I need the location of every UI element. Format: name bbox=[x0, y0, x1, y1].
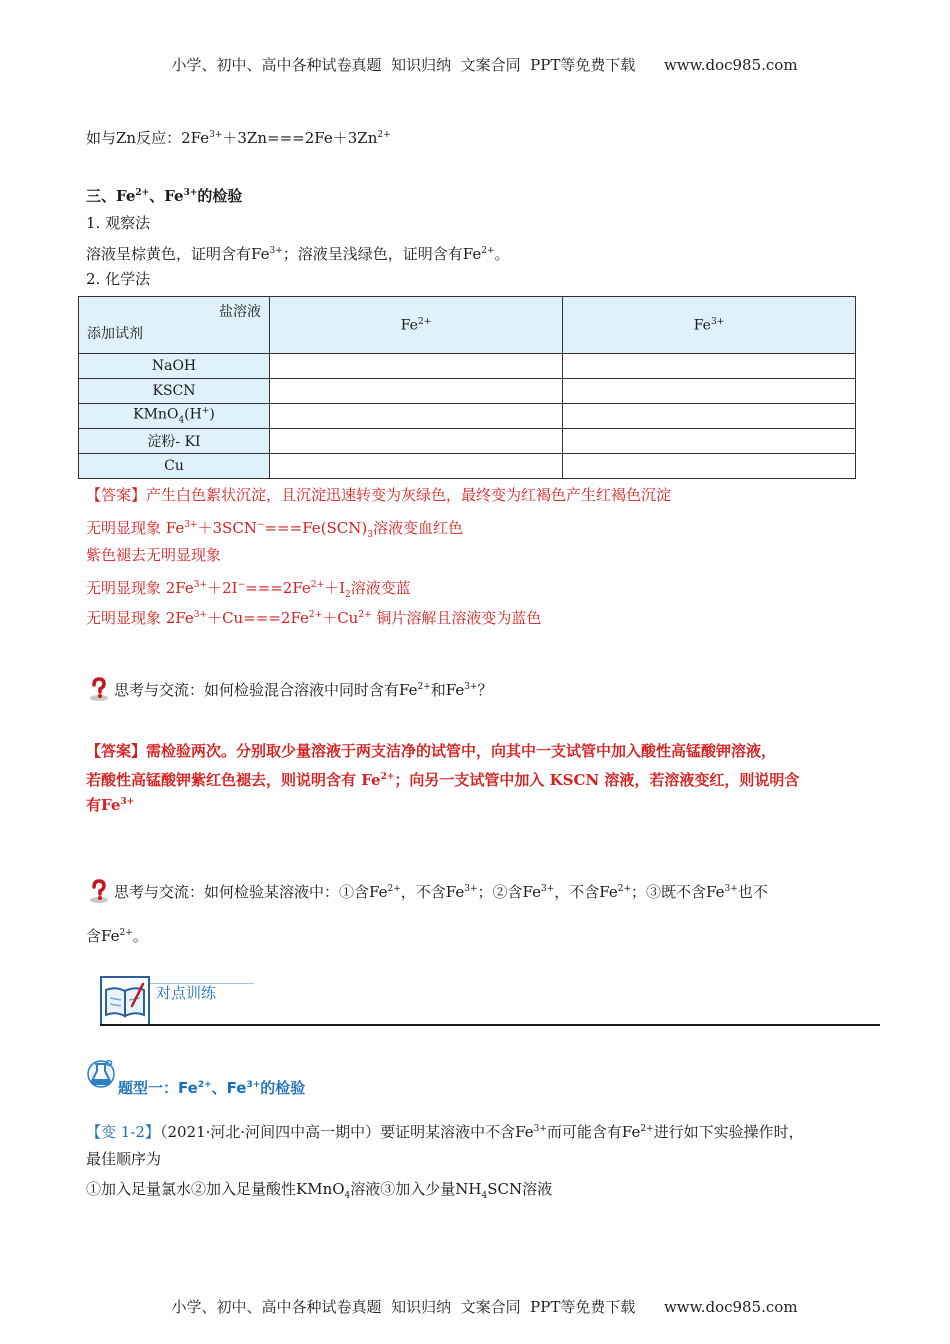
page-footer bbox=[162, 1278, 798, 1317]
charge: 3+ bbox=[464, 682, 478, 692]
zn-prefix: 如与Zn反应： bbox=[86, 129, 182, 147]
charge: 3+ bbox=[269, 246, 283, 256]
charge: 3+ bbox=[193, 580, 208, 590]
section-rule bbox=[100, 1024, 880, 1026]
observe-part: 溶液呈棕黄色，证明含有Fe bbox=[86, 245, 270, 263]
charge: 3+ bbox=[183, 188, 198, 198]
charge: 2+ bbox=[308, 610, 323, 620]
charge: 2+ bbox=[310, 580, 325, 590]
answer2-line2 bbox=[86, 766, 799, 791]
table-cell bbox=[270, 404, 563, 429]
observe-heading: 1. 观察法 bbox=[86, 214, 151, 232]
charge: 2+ bbox=[119, 928, 133, 938]
charge: 2+ bbox=[617, 884, 631, 894]
col-header-text: Fe bbox=[400, 317, 418, 334]
reagent-table bbox=[78, 296, 856, 479]
table-cell bbox=[270, 379, 563, 404]
charge: 2+ bbox=[197, 1080, 212, 1090]
think-text: ，不含Fe bbox=[400, 883, 465, 901]
charge: 2+ bbox=[377, 130, 391, 140]
table-cell bbox=[563, 429, 856, 454]
answer1-line5 bbox=[86, 604, 541, 629]
think2-line1 bbox=[88, 878, 768, 903]
observe-text bbox=[86, 240, 510, 265]
think-text: 。 bbox=[132, 927, 148, 945]
answer-text: ＋I bbox=[324, 579, 346, 597]
observe-part: ；溶液呈浅绿色，证明含有Fe bbox=[282, 245, 482, 263]
charge: 3+ bbox=[710, 316, 725, 327]
answer-tag: 【答案】 bbox=[86, 486, 147, 504]
answer-tag: 【答案】 bbox=[86, 742, 147, 760]
charge: 2+ bbox=[417, 316, 432, 327]
variant-text: ①加入足量氯水②加入足量酸性KMnO bbox=[86, 1180, 345, 1198]
table-cell bbox=[270, 354, 563, 379]
subscript: 4 bbox=[481, 1191, 488, 1201]
charge: 3+ bbox=[464, 884, 478, 894]
charge: − bbox=[256, 520, 265, 530]
question-mark-icon bbox=[88, 677, 110, 701]
table-cell bbox=[270, 454, 563, 479]
subscript: 4 bbox=[344, 1191, 351, 1201]
variant-text: 而可能含有Fe bbox=[546, 1123, 641, 1141]
zn-eq-b: ＋3Zn===2Fe＋3Zn bbox=[222, 129, 378, 147]
think-text: ，不含Fe bbox=[554, 883, 618, 901]
variant-line1 bbox=[86, 1118, 804, 1143]
answer-text: 产生白色絮状沉淀，且沉淀迅速转变为灰绿色，最终变为红褐色产生红褐色沉淀 bbox=[146, 486, 672, 504]
col-header-fe2 bbox=[270, 297, 563, 354]
charge: 2+ bbox=[417, 682, 431, 692]
row-label-kmno4 bbox=[79, 404, 270, 429]
heading-part: 的检验 bbox=[260, 1079, 306, 1097]
think-text: 思考与交流：如何检验某溶液中：①含Fe bbox=[114, 883, 388, 901]
row-label: NaOH bbox=[79, 354, 270, 379]
variant-line3 bbox=[86, 1178, 552, 1207]
think2-line2 bbox=[86, 922, 148, 947]
row-label: 淀粉- KI bbox=[79, 429, 270, 454]
answer-text: ＋2I bbox=[207, 579, 238, 597]
training-underline bbox=[150, 983, 254, 984]
book-icon bbox=[100, 976, 150, 1026]
think-text: 和Fe bbox=[430, 681, 465, 699]
section-title bbox=[86, 182, 242, 207]
charge: 2+ bbox=[481, 246, 495, 256]
variant-text: （2021·河北·河间四中高一期中）要证明某溶液中不含Fe bbox=[159, 1123, 534, 1141]
answer2-line1 bbox=[86, 740, 776, 762]
answer1-line4 bbox=[86, 574, 411, 606]
answer-text: 若酸性高锰酸钾紫红色褪去，则说明含有 Fe bbox=[86, 771, 381, 789]
corner-bottom-label: 添加试剂 bbox=[87, 326, 143, 342]
answer1-line3: 紫色褪去无明显现象 bbox=[86, 546, 222, 564]
type1-heading bbox=[118, 1074, 305, 1099]
charge: 3+ bbox=[184, 520, 198, 530]
row-label: Cu bbox=[79, 454, 270, 479]
charge: 2+ bbox=[387, 884, 401, 894]
think1 bbox=[88, 676, 493, 701]
table-cell bbox=[563, 454, 856, 479]
row-label: KSCN bbox=[79, 379, 270, 404]
answer-text: 溶液变血红色 bbox=[372, 519, 463, 537]
answer-text: ＋3SCN bbox=[197, 519, 257, 537]
variant-text: SCN溶液 bbox=[487, 1180, 553, 1198]
corner-top-label: 盐溶液 bbox=[219, 304, 261, 320]
observe-part: 。 bbox=[494, 245, 510, 263]
charge: 3+ bbox=[246, 1080, 261, 1090]
answer-text: 需检验两次。分别取少量溶液于两支洁净的试管中，向其中一支试管中加入酸性高锰酸钾溶液， bbox=[146, 742, 777, 760]
think-text: 含Fe bbox=[86, 927, 120, 945]
charge: 3+ bbox=[120, 797, 135, 807]
answer1-line2 bbox=[86, 514, 463, 546]
chemical-heading: 2. 化学法 bbox=[86, 270, 151, 288]
answer-text: 溶液变蓝 bbox=[350, 579, 411, 597]
answer-text: 无明显现象 Fe bbox=[86, 519, 185, 537]
answer2-line3 bbox=[86, 791, 134, 816]
answer-text: 铜片溶解且溶液变为蓝色 bbox=[371, 609, 542, 627]
formula-part: (H bbox=[184, 406, 202, 423]
charge: 2+ bbox=[640, 1124, 654, 1134]
table-cell bbox=[563, 379, 856, 404]
zn-eq-a: 2Fe bbox=[181, 129, 210, 147]
answer-text: ＋Cu bbox=[322, 609, 359, 627]
answer-text: 无明显现象 2Fe bbox=[86, 609, 194, 627]
table-cell bbox=[270, 429, 563, 454]
header-text: 小学、初中、高中各种试卷真题 知识归纳 文案合同 PPT等免费下载 bbox=[171, 56, 636, 74]
training-label: 对点训练 bbox=[156, 984, 217, 1002]
answer-text: ===2Fe bbox=[245, 579, 311, 597]
answer-text: 无明显现象 2Fe bbox=[86, 579, 194, 597]
formula-part: ) bbox=[209, 406, 215, 423]
charge: 3+ bbox=[540, 884, 555, 894]
footer-text: 小学、初中、高中各种试卷真题 知识归纳 文案合同 PPT等免费下载 bbox=[171, 1298, 636, 1316]
col-header-text: Fe bbox=[693, 317, 711, 334]
charge: + bbox=[201, 406, 210, 417]
heading-part: 、Fe bbox=[211, 1079, 247, 1097]
heading-part: 题型一：Fe bbox=[118, 1079, 198, 1097]
charge: 3+ bbox=[724, 884, 738, 894]
title-part: 、Fe bbox=[149, 187, 184, 205]
variant-text: 溶液③加入少量NH bbox=[350, 1180, 482, 1198]
page-header bbox=[162, 36, 798, 75]
think-text: 也不 bbox=[737, 883, 768, 901]
charge: − bbox=[237, 580, 246, 590]
think-text: ？ bbox=[477, 681, 493, 699]
formula-part: KMnO bbox=[133, 406, 179, 423]
variant-text: 进行如下实验操作时， bbox=[653, 1123, 804, 1141]
answer-text: ＋Cu===2Fe bbox=[207, 609, 309, 627]
footer-url: www.doc985.com bbox=[663, 1298, 798, 1316]
table-cell bbox=[563, 354, 856, 379]
subscript: 4 bbox=[178, 415, 185, 426]
charge: 2+ bbox=[135, 188, 150, 198]
title-part: 三、Fe bbox=[86, 187, 136, 205]
charge: 3+ bbox=[209, 130, 223, 140]
charge: 3+ bbox=[193, 610, 208, 620]
subscript: 3 bbox=[367, 530, 373, 540]
title-part: 的检验 bbox=[197, 187, 243, 205]
charge: 2+ bbox=[380, 772, 395, 782]
charge: 3+ bbox=[533, 1124, 547, 1134]
think-text: ；③既不含Fe bbox=[631, 883, 725, 901]
answer-text: ；向另一支试管中加入 KSCN 溶液，若溶液变红，则说明含 bbox=[394, 771, 800, 789]
flask-icon bbox=[86, 1058, 116, 1088]
answer1-line1 bbox=[86, 484, 671, 506]
think-text: 思考与交流：如何检验混合溶液中同时含有Fe bbox=[114, 681, 418, 699]
charge: 2+ bbox=[358, 610, 372, 620]
question-mark-icon bbox=[88, 879, 110, 903]
header-url: www.doc985.com bbox=[663, 56, 798, 74]
answer-text: ===Fe(SCN) bbox=[264, 519, 368, 537]
variant-tag: 【变 1-2】 bbox=[86, 1123, 160, 1141]
col-header-fe3 bbox=[563, 297, 856, 354]
table-cell bbox=[563, 404, 856, 429]
answer-text: 有Fe bbox=[86, 796, 121, 814]
subscript: 2 bbox=[345, 590, 351, 600]
zn-reaction bbox=[86, 124, 391, 149]
variant-line2: 最佳顺序为 bbox=[86, 1150, 162, 1168]
table-corner-cell bbox=[79, 297, 270, 354]
think-text: ；②含Fe bbox=[477, 883, 541, 901]
